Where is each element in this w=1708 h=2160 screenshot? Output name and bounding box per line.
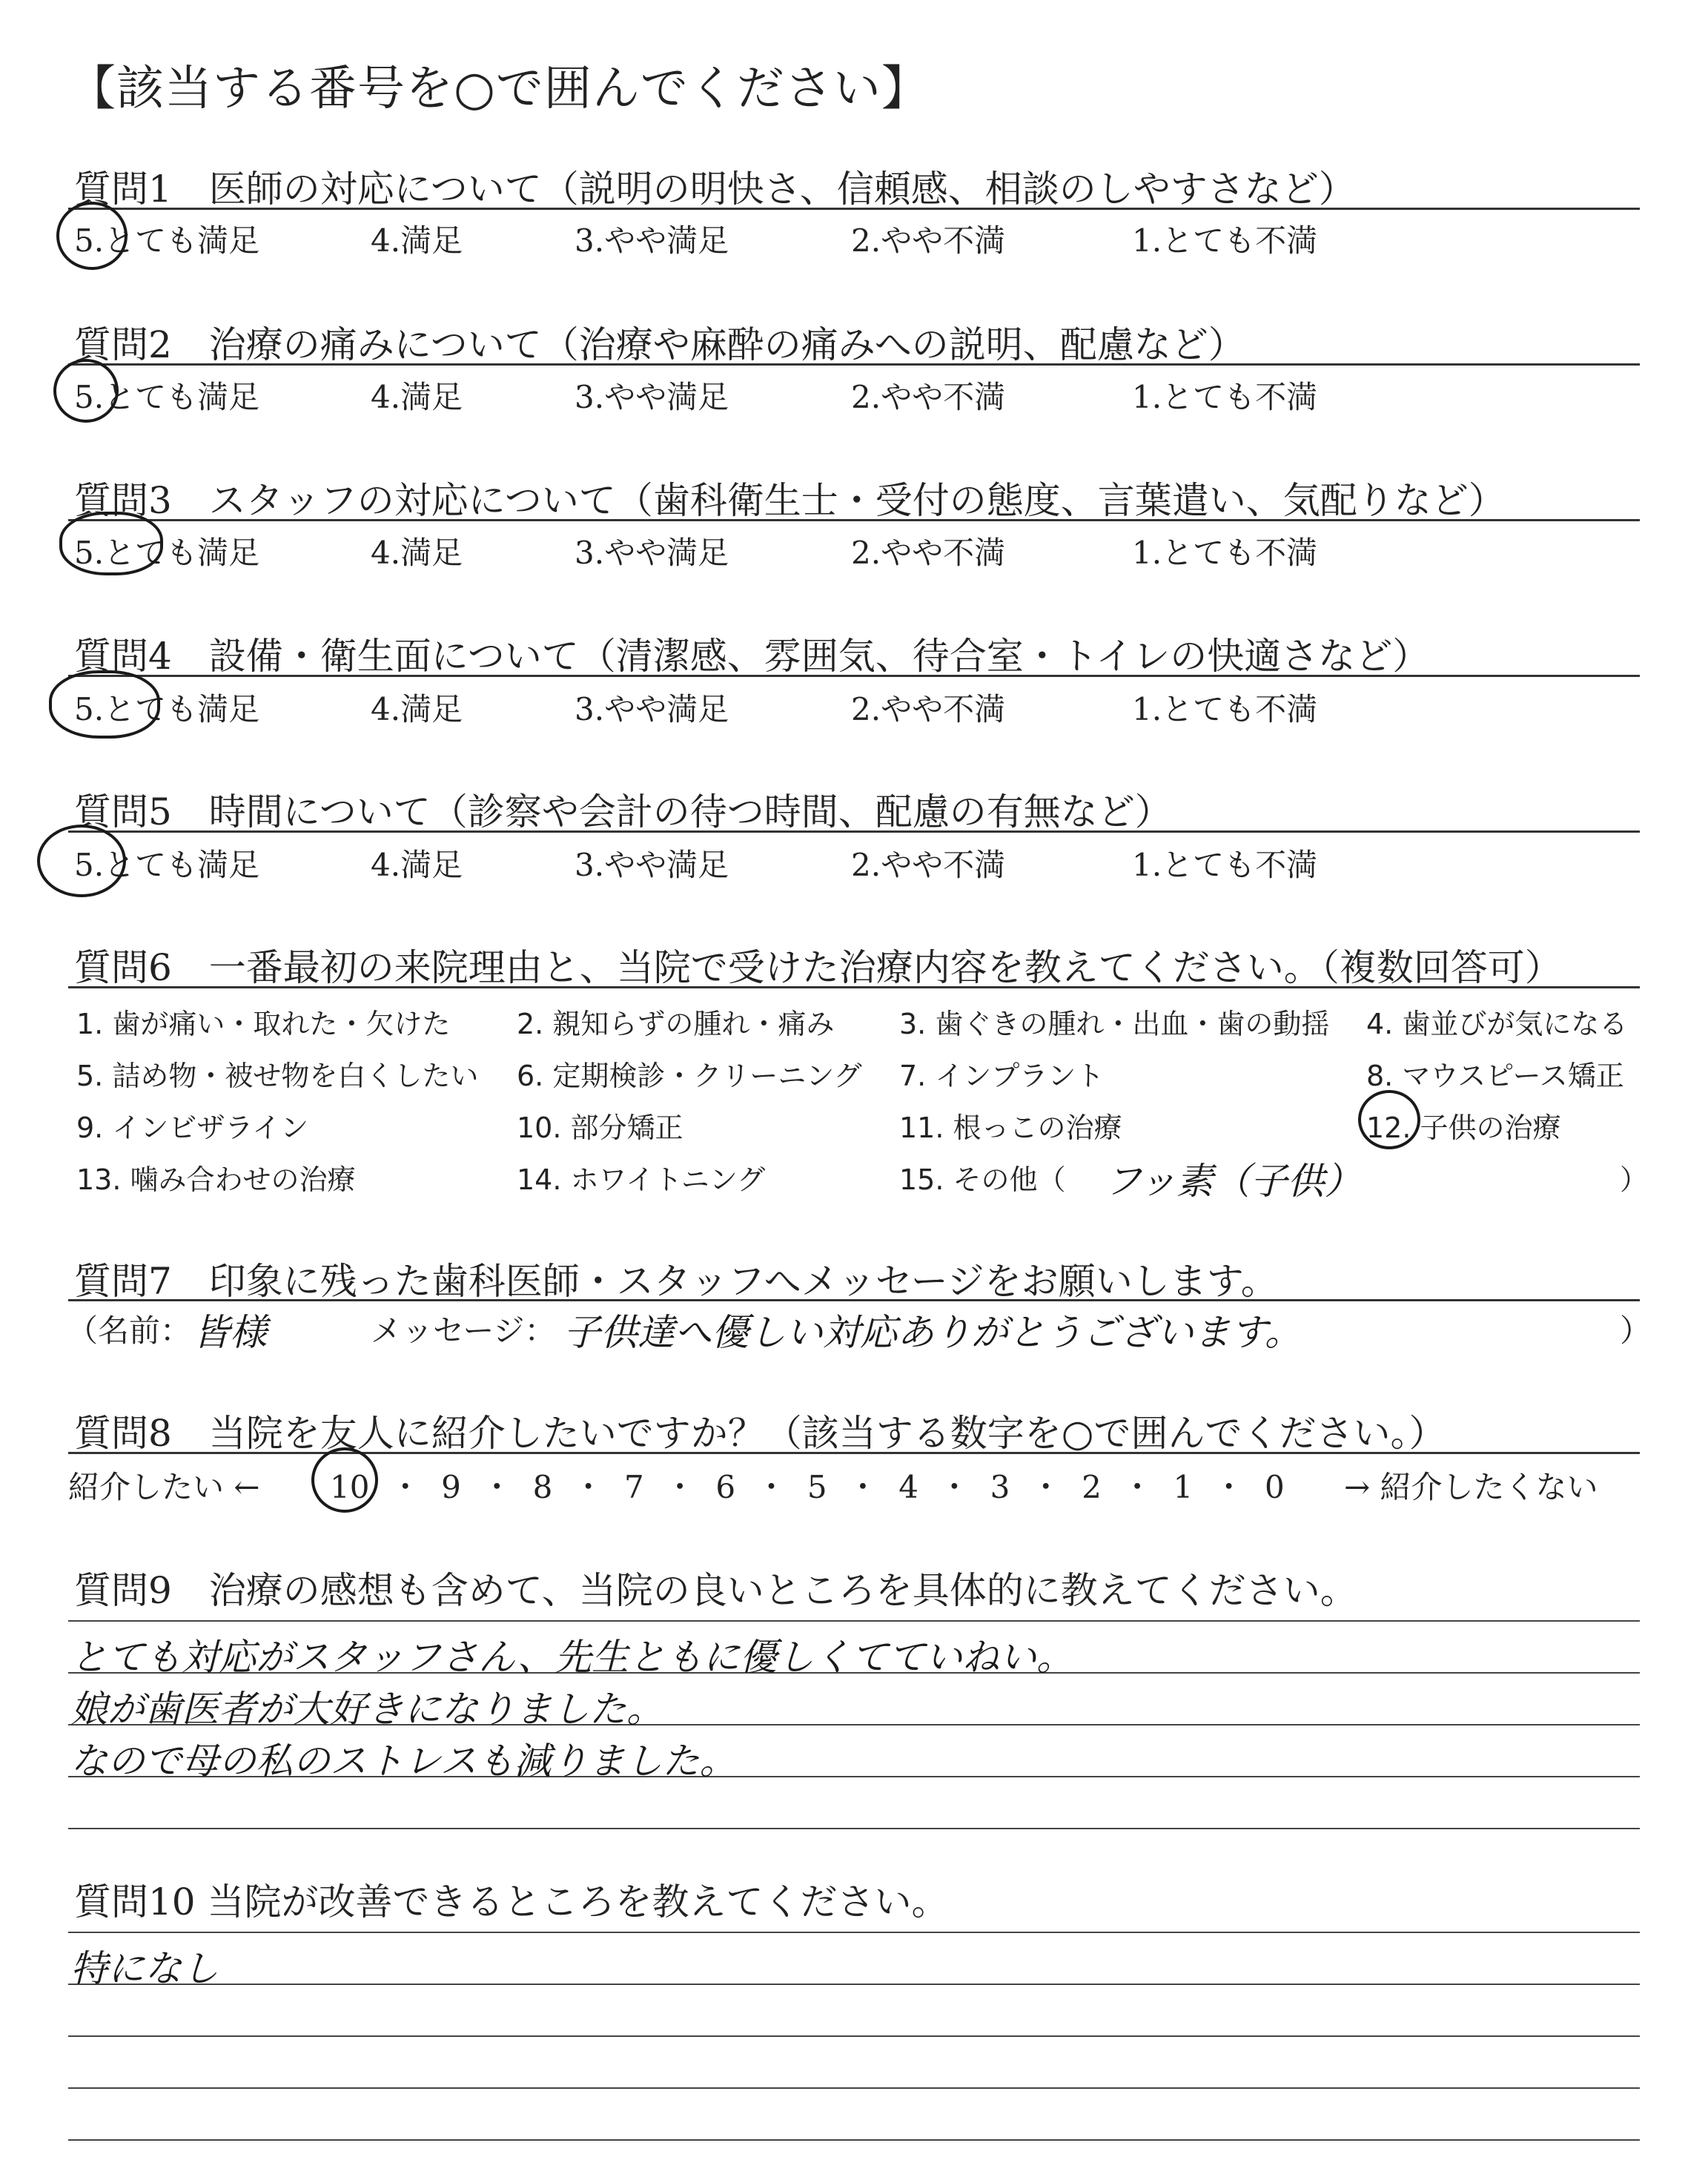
- option-5[interactable]: 5.とても満足: [74, 535, 260, 571]
- scale-right-label: → 紹介したくない: [1344, 1469, 1598, 1505]
- q6-option-12[interactable]: 12. 子供の治療: [1366, 1112, 1561, 1144]
- option-3[interactable]: 3.やや満足: [575, 691, 729, 727]
- selection-circle: [56, 202, 128, 270]
- option-1[interactable]: 1.とても不満: [1132, 535, 1318, 571]
- option-1[interactable]: 1.とても不満: [1132, 222, 1318, 259]
- message-handwritten[interactable]: 子供達へ優しい対応ありがとうございます。: [563, 1311, 1302, 1354]
- option-2[interactable]: 2.やや不満: [851, 222, 1006, 259]
- q6-option-8[interactable]: 8. マウスピース矯正: [1366, 1060, 1624, 1092]
- question-7-text: 質問7 印象に残った歯科医師・スタッフへメッセージをお願いします。: [74, 1260, 1278, 1303]
- divider: [68, 830, 1640, 833]
- option-2[interactable]: 2.やや不満: [851, 379, 1006, 415]
- answer-line: [68, 1984, 1640, 1985]
- q6-option-11[interactable]: 11. 根っこの治療: [899, 1112, 1122, 1144]
- q6-option-7[interactable]: 7. インプラント: [899, 1060, 1105, 1092]
- option-3[interactable]: 3.やや満足: [575, 379, 729, 415]
- option-5[interactable]: 5.とても満足: [74, 691, 260, 727]
- option-4[interactable]: 4.満足: [371, 222, 463, 259]
- selection-circle: [59, 512, 163, 575]
- option-5[interactable]: 5.とても満足: [74, 847, 260, 883]
- question-5-text: 質問5 時間について（診察や会計の待つ時間、配慮の有無など）: [74, 790, 1172, 833]
- divider: [68, 1452, 1640, 1454]
- q6-option-3[interactable]: 3. 歯ぐきの腫れ・出血・歯の動揺: [899, 1008, 1330, 1040]
- option-1[interactable]: 1.とても不満: [1132, 847, 1318, 883]
- option-4[interactable]: 4.満足: [371, 379, 463, 415]
- option-3[interactable]: 3.やや満足: [575, 535, 729, 571]
- option-4[interactable]: 4.満足: [371, 847, 463, 883]
- question-1-text: 質問1 医師の対応について（説明の明快さ、信頼感、相談のしやすさなど）: [74, 168, 1356, 211]
- selection-circle: [49, 670, 160, 739]
- question-10-text: 質問10 当院が改善できるところを教えてください。: [74, 1880, 949, 1923]
- recommend-scale[interactable]: 10 ・ 9 ・ 8 ・ 7 ・ 6 ・ 5 ・ 4 ・ 3 ・ 2 ・ 1 ・ 0: [330, 1469, 1285, 1505]
- answer-line: [68, 2035, 1640, 2037]
- selection-circle: [1358, 1090, 1420, 1149]
- answer-line: [68, 1620, 1640, 1622]
- question-4-text: 質問4 設備・衛生面について（清潔感、雰囲気、待合室・トイレの快適さなど）: [74, 635, 1430, 678]
- question-2-text: 質問2 治療の痛みについて（治療や麻酔の痛みへの説明、配慮など）: [74, 323, 1245, 366]
- answer-line: [68, 1828, 1640, 1829]
- selection-circle: [37, 825, 126, 897]
- q6-option-1[interactable]: 1. 歯が痛い・取れた・欠けた: [76, 1008, 451, 1040]
- answer-line: [68, 2139, 1640, 2141]
- q6-option-13[interactable]: 13. 噛み合わせの治療: [76, 1163, 356, 1196]
- q9-answer-line-3[interactable]: なので母の私のストレスも減りました。: [70, 1740, 737, 1783]
- divider: [68, 986, 1640, 988]
- message-label: メッセージ：: [371, 1312, 556, 1349]
- option-1[interactable]: 1.とても不満: [1132, 379, 1318, 415]
- answer-line: [68, 1932, 1640, 1933]
- question-8-text: 質問8 当院を友人に紹介したいですか？（該当する数字を○で囲んでください。）: [74, 1412, 1446, 1455]
- q6-option-10[interactable]: 10. 部分矯正: [517, 1112, 683, 1144]
- selection-circle: [311, 1447, 378, 1513]
- option-3[interactable]: 3.やや満足: [575, 847, 729, 883]
- divider: [68, 675, 1640, 677]
- q6-other-handwritten[interactable]: フッ素（子供）: [1105, 1160, 1362, 1203]
- option-1[interactable]: 1.とても不満: [1132, 691, 1318, 727]
- divider: [68, 208, 1640, 210]
- q6-option-5[interactable]: 5. 詰め物・被せ物を白くしたい: [76, 1060, 479, 1092]
- q6-option-15[interactable]: 15. その他（: [899, 1163, 1066, 1196]
- q9-answer-line-2[interactable]: 娘が歯医者が大好きになりました。: [70, 1688, 663, 1731]
- divider: [68, 363, 1640, 366]
- answer-line: [68, 2087, 1640, 2089]
- q6-option-4[interactable]: 4. 歯並びが気になる: [1366, 1008, 1628, 1040]
- option-5[interactable]: 5.とても満足: [74, 379, 260, 415]
- divider: [68, 1299, 1640, 1301]
- page-title: 【該当する番号を○で囲んでください】: [68, 62, 930, 116]
- q6-option-2[interactable]: 2. 親知らずの腫れ・痛み: [517, 1008, 835, 1040]
- q6-option-6[interactable]: 6. 定期検診・クリーニング: [517, 1060, 862, 1092]
- question-6-text: 質問6 一番最初の来院理由と、当院で受けた治療内容を教えてください。（複数回答可）: [74, 946, 1562, 989]
- name-handwritten[interactable]: 皆様: [193, 1311, 267, 1354]
- divider: [68, 519, 1640, 521]
- q10-answer-line-1[interactable]: 特になし: [70, 1947, 219, 1990]
- option-4[interactable]: 4.満足: [371, 691, 463, 727]
- q6-option-9[interactable]: 9. インビザライン: [76, 1112, 309, 1144]
- question-9-text: 質問9 治療の感想も含めて、当院の良いところを具体的に教えてください。: [74, 1569, 1357, 1612]
- question-3-text: 質問3 スタッフの対応について（歯科衛生士・受付の態度、言葉遣い、気配りなど）: [74, 479, 1506, 522]
- option-2[interactable]: 2.やや不満: [851, 535, 1006, 571]
- option-5[interactable]: 5.とても満足: [74, 222, 260, 259]
- q9-answer-line-1[interactable]: とても対応がスタッフさん、先生ともに優しくてていねい。: [70, 1636, 1073, 1679]
- name-label: （名前：: [67, 1312, 192, 1349]
- message-close-paren: ）: [1620, 1312, 1652, 1349]
- option-2[interactable]: 2.やや不満: [851, 691, 1006, 727]
- selection-circle: [53, 359, 119, 423]
- option-4[interactable]: 4.満足: [371, 535, 463, 571]
- option-3[interactable]: 3.やや満足: [575, 222, 729, 259]
- q6-option-14[interactable]: 14. ホワイトニング: [517, 1163, 766, 1196]
- scale-left-label: 紹介したい ←: [68, 1469, 260, 1505]
- q6-close-paren: ）: [1620, 1163, 1649, 1196]
- option-2[interactable]: 2.やや不満: [851, 847, 1006, 883]
